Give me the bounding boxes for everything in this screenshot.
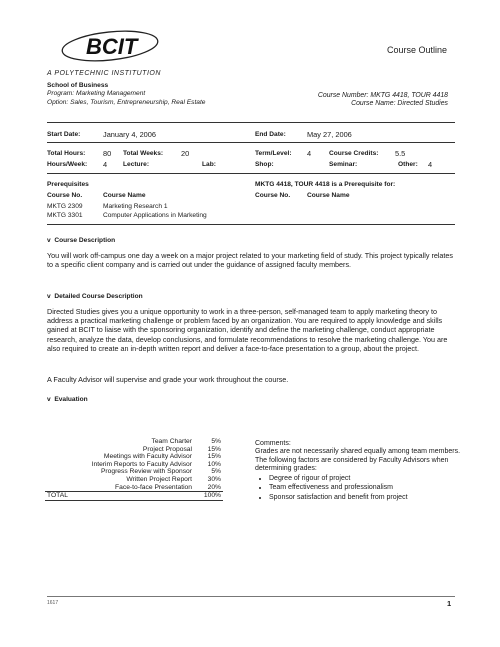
eval-pct: 15% bbox=[207, 453, 221, 461]
hours-week-value: 4 bbox=[103, 160, 108, 169]
other-label: Other: bbox=[398, 161, 418, 168]
shop-label: Shop: bbox=[255, 161, 274, 168]
start-date-value: January 4, 2006 bbox=[103, 130, 157, 139]
eval-item: Interim Reports to Faculty Advisor bbox=[91, 460, 192, 468]
eval-item: Meetings with Faculty Advisor bbox=[103, 453, 192, 461]
prereq-row-1-no: MKTG 2309 bbox=[47, 203, 83, 210]
section-title: Course Description bbox=[54, 237, 116, 244]
bullet-icon: v bbox=[47, 237, 51, 244]
page-number: 1 bbox=[447, 599, 452, 608]
eval-pct: 10% bbox=[207, 460, 221, 468]
prereq-row-1-name: Marketing Research 1 bbox=[103, 203, 168, 210]
other-value: 4 bbox=[428, 160, 433, 169]
eval-pct: 20% bbox=[194, 484, 223, 492]
end-date-label: End Date: bbox=[255, 131, 286, 138]
comments-text: Grades are not necessarily shared equally among team members. The following factors are considered by Faculty Advisors when determining grades: bbox=[255, 448, 461, 473]
course-description-heading bbox=[47, 237, 115, 244]
section-title: Evaluation bbox=[54, 396, 88, 403]
eval-item: Progress Review with Sponsor bbox=[100, 468, 192, 476]
divider bbox=[47, 224, 455, 225]
table-row bbox=[45, 484, 223, 492]
credits-value: 5.5 bbox=[395, 149, 406, 158]
lecture-label: Lecture: bbox=[123, 161, 150, 168]
table-row bbox=[45, 461, 223, 469]
prereq-for-heading: MKTG 4418, TOUR 4418 is a Prerequisite for: bbox=[255, 181, 396, 188]
prereq-col-no: Course No. bbox=[47, 192, 83, 199]
list-item: • Degree of rigour of project bbox=[269, 474, 470, 484]
eval-pct: 15% bbox=[207, 445, 221, 453]
divider bbox=[47, 122, 455, 123]
eval-pct: 5% bbox=[211, 468, 221, 476]
list-item: • Sponsor satisfaction and benefit from project bbox=[269, 493, 470, 503]
prereq-for-col-no: Course No. bbox=[255, 192, 291, 199]
total-hours-label: Total Hours: bbox=[47, 150, 86, 157]
list-item: • Team effectiveness and professionalism bbox=[269, 483, 470, 493]
doc-title: Course Outline bbox=[387, 45, 448, 55]
divider bbox=[47, 173, 455, 174]
table-row bbox=[45, 476, 223, 484]
course-description-text: You will work off-campus one day a week on a major project related to your marketing field of study. This project typically relates to a specific client company and is carried out under the guidance of assigned faculty members. bbox=[47, 251, 454, 270]
detailed-description-text: Directed Studies gives you a unique opportunity to work in a three-person, self-managed team to apply marketing theory to address a practical marketing challenge or problem faced by an organization. You are required to apply knowledge and skills gained at BCIT to liaise with the sponsoring organization, identify and define the marketing challenge, conduct appropriate research, analyze the data, develop conclusions, and formulate recommendations to resolve the marketing challenge. You are also required to create an in-depth written report and deliver a face-to-face presentation to a group, about the project. bbox=[47, 307, 448, 353]
table-row bbox=[45, 438, 223, 446]
school-info bbox=[47, 82, 205, 107]
bcit-logo bbox=[58, 24, 168, 68]
table-row bbox=[45, 446, 223, 454]
total-weeks-label: Total Weeks: bbox=[123, 150, 164, 157]
option: Option: Sales, Tourism, Entrepreneurship, Real Estate bbox=[47, 98, 206, 106]
prereq-row-2-name: Computer Applications in Marketing bbox=[103, 212, 207, 219]
bullet-icon: v bbox=[47, 396, 51, 403]
faculty-advisor-note: A Faculty Advisor will supervise and grade your work throughout the course. bbox=[47, 375, 289, 384]
eval-item: Project Proposal bbox=[142, 445, 192, 453]
table-row bbox=[45, 492, 223, 501]
prereq-heading: Prerequisites bbox=[47, 181, 89, 188]
eval-total-value: 100% bbox=[194, 492, 223, 501]
evaluation-table bbox=[45, 438, 223, 501]
school-name: School of Business bbox=[47, 82, 109, 89]
table-row bbox=[45, 453, 223, 461]
divider bbox=[47, 142, 455, 143]
term-value: 4 bbox=[307, 149, 312, 158]
prereq-col-name: Course Name bbox=[103, 192, 146, 199]
eval-pct: 5% bbox=[211, 438, 221, 445]
term-label: Term/Level: bbox=[255, 150, 292, 157]
tagline: A POLYTECHNIC INSTITUTION bbox=[47, 70, 161, 77]
bullet-icon: v bbox=[47, 293, 51, 300]
course-name: Course Name: Directed Studies bbox=[351, 100, 448, 108]
eval-total-label: TOTAL bbox=[45, 492, 194, 501]
eval-item: Written Project Report bbox=[126, 475, 192, 483]
program: Program: Marketing Management bbox=[47, 90, 146, 98]
divider bbox=[47, 596, 455, 597]
eval-item: Team Charter bbox=[151, 438, 192, 445]
total-weeks-value: 20 bbox=[181, 149, 190, 158]
comments-heading: Comments: bbox=[255, 440, 291, 447]
prereq-for-col-name: Course Name bbox=[307, 192, 350, 199]
comments-list bbox=[255, 474, 470, 503]
course-number: Course Number: MKTG 4418, TOUR 4418 bbox=[317, 92, 448, 99]
eval-pct: 30% bbox=[207, 475, 221, 483]
section-title: Detailed Course Description bbox=[54, 293, 143, 300]
hours-week-label: Hours/Week: bbox=[47, 161, 88, 168]
seminar-label: Seminar: bbox=[329, 161, 358, 168]
end-date-value: May 27, 2006 bbox=[307, 130, 352, 139]
total-hours-value: 80 bbox=[103, 149, 112, 158]
comments bbox=[255, 440, 470, 502]
logo-text: BCIT bbox=[86, 34, 138, 59]
lab-label: Lab: bbox=[202, 161, 216, 168]
evaluation-heading bbox=[47, 396, 88, 403]
start-date-label: Start Date: bbox=[47, 131, 81, 138]
credits-label: Course Credits: bbox=[329, 150, 379, 157]
eval-item: Face-to-face Presentation bbox=[45, 484, 194, 492]
table-row bbox=[45, 468, 223, 476]
detailed-description-heading bbox=[47, 293, 143, 300]
course-info bbox=[318, 92, 448, 109]
prereq-row-2-no: MKTG 3301 bbox=[47, 212, 83, 219]
footer-mark: 1617 bbox=[47, 600, 59, 606]
